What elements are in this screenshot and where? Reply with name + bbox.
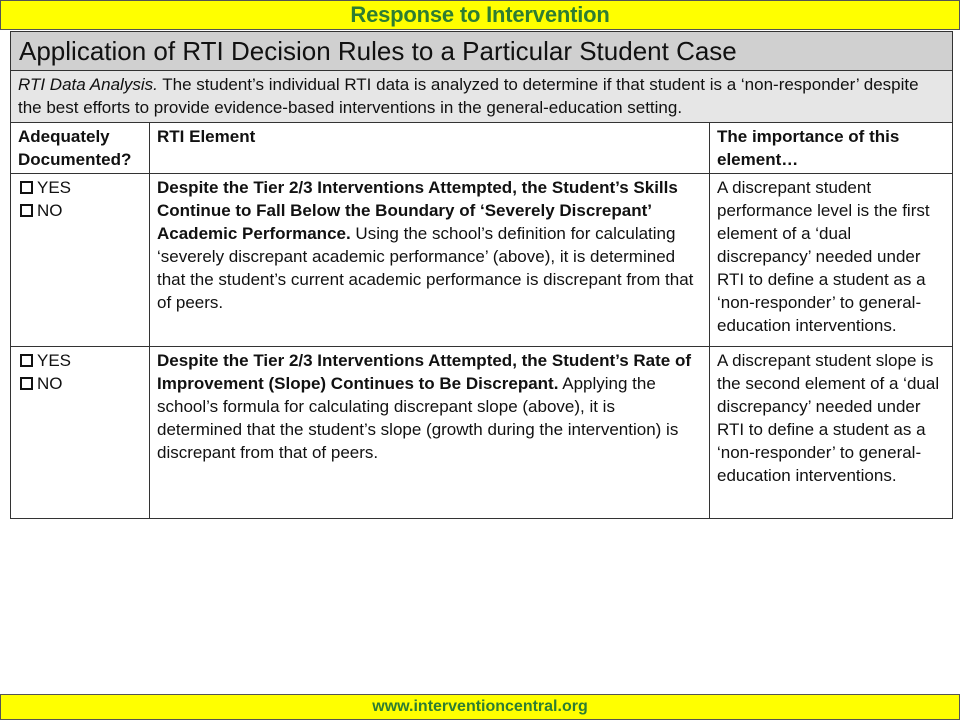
- checkbox-icon[interactable]: [20, 204, 33, 217]
- checkbox-icon[interactable]: [20, 377, 33, 390]
- intro-cell: [11, 71, 953, 123]
- footer-url[interactable]: www.interventioncentral.org: [372, 698, 588, 715]
- rti-decision-table: [10, 31, 953, 519]
- importance-cell: A discrepant student performance level is the first element of a ‘dual discrepancy’ needed under RTI to define a student as a ‘non-responder’ to general-education interventions.: [710, 174, 953, 347]
- intro-text: The student’s individual RTI data is analyzed to determine if that student is a ‘non-responder’ despite the best efforts to provide evidence-based interventions in the general-education setting.: [18, 75, 919, 117]
- column-header-element: RTI Element: [150, 123, 710, 174]
- column-header-documented: Adequately Documented?: [11, 123, 150, 174]
- no-label: NO: [37, 374, 63, 393]
- documented-cell: [11, 347, 150, 519]
- column-header-importance: The importance of this element…: [710, 123, 953, 174]
- document-title: Application of RTI Decision Rules to a Particular Student Case: [11, 32, 953, 71]
- element-description: Using the school’s definition for calculating ‘severely discrepant academic performance’ (above), it is determined that the student’s current academic performance is discrepant from that of peers.: [157, 224, 694, 312]
- element-heading: Despite the Tier 2/3 Interventions Attempted, the Student’s Rate of Improvement (Slope) Continues to Be Discrepant.: [157, 351, 692, 393]
- table-row: [11, 174, 953, 347]
- bottom-banner: [0, 694, 960, 720]
- element-description: Applying the school’s formula for calculating discrepant slope (above), it is determined that the student’s slope (growth during the intervention) is discrepant from that of peers.: [157, 374, 679, 462]
- banner-title: Response to Intervention: [350, 2, 610, 27]
- element-heading: Despite the Tier 2/3 Interventions Attempted, the Student’s Skills Continue to Fall Below the Boundary of ‘Severely Discrepant’ Academic Performance.: [157, 178, 678, 243]
- documented-cell: [11, 174, 150, 347]
- element-cell: [150, 174, 710, 347]
- yes-option[interactable]: [18, 176, 142, 199]
- intro-label: RTI Data Analysis.: [18, 75, 158, 94]
- element-cell: [150, 347, 710, 519]
- no-option[interactable]: [18, 199, 142, 222]
- yes-option[interactable]: [18, 349, 142, 372]
- no-option[interactable]: [18, 372, 142, 395]
- checkbox-icon[interactable]: [20, 181, 33, 194]
- importance-cell: A discrepant student slope is the second element of a ‘dual discrepancy’ needed under RTI to define a student as a ‘non-responder’ to general-education interventions.: [710, 347, 953, 519]
- yes-label: YES: [37, 351, 72, 370]
- yes-label: YES: [37, 178, 72, 197]
- top-banner: [0, 0, 960, 30]
- checkbox-icon[interactable]: [20, 354, 33, 367]
- no-label: NO: [37, 201, 63, 220]
- table-row: [11, 347, 953, 519]
